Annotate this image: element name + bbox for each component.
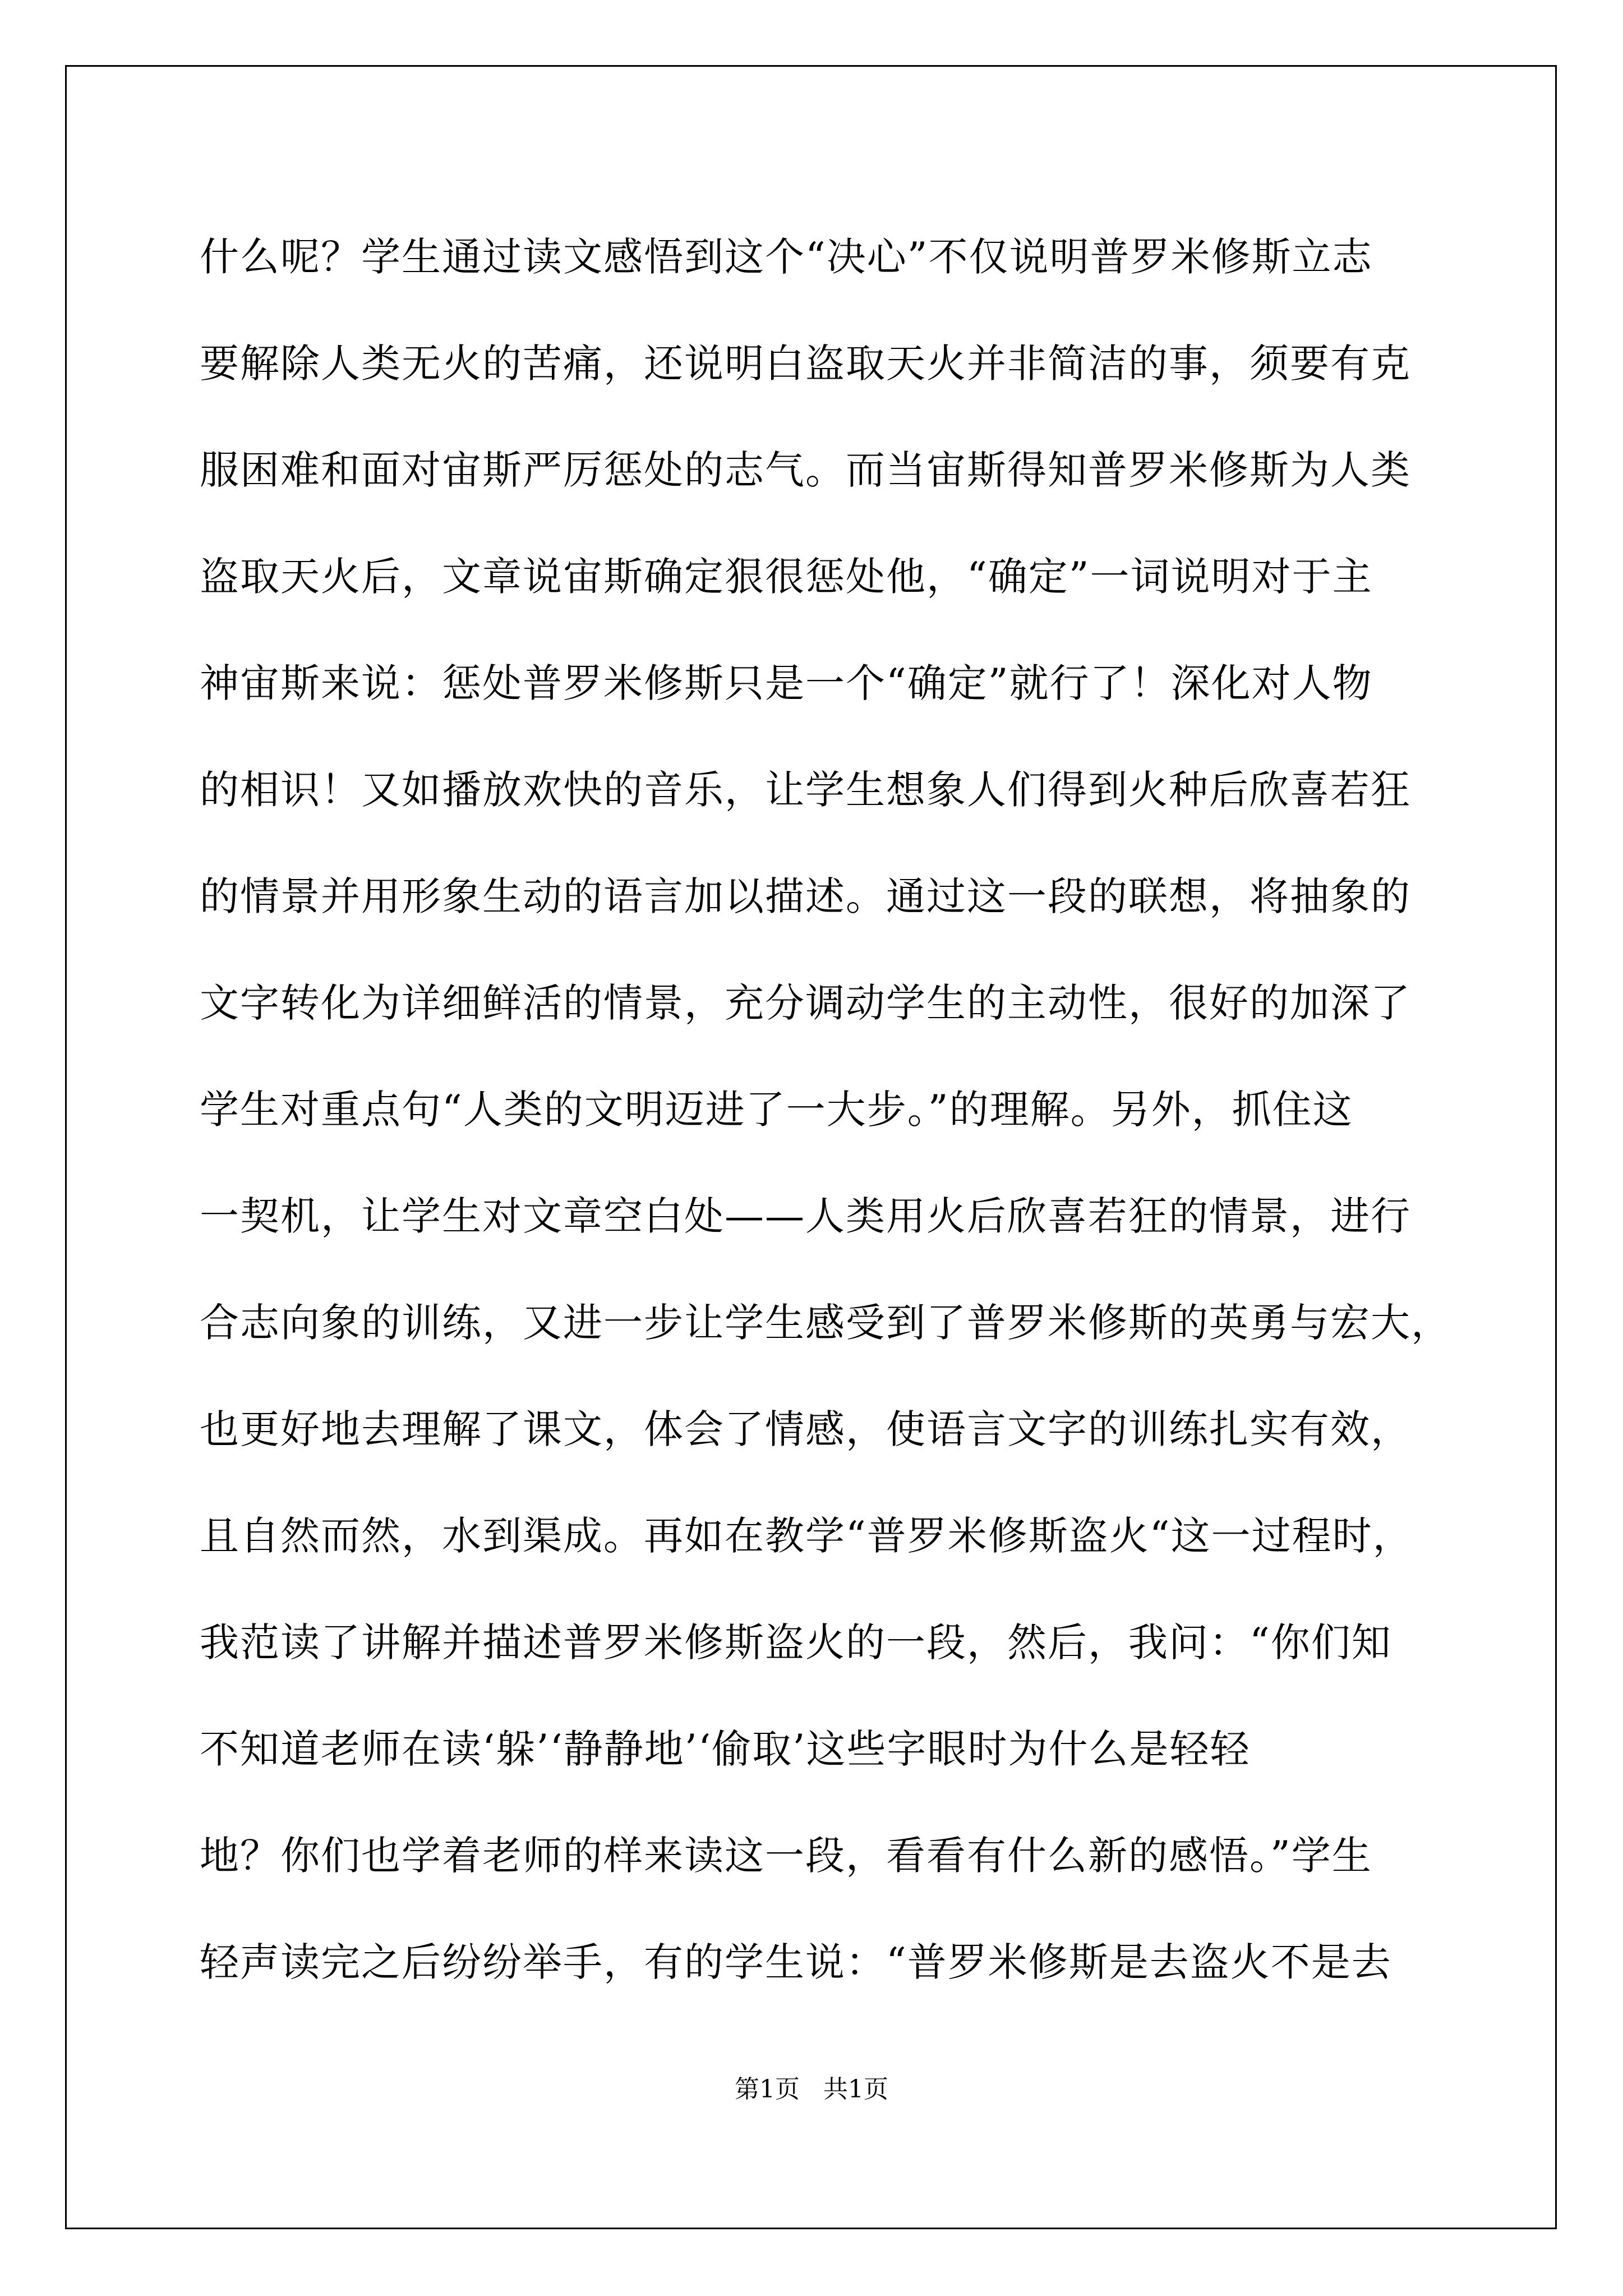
- text-line: 合志向象的训练，又进一步让学生感受到了普罗米修斯的英勇与宏大，: [200, 1300, 1451, 1346]
- text-line: 一契机，让学生对文章空白处——人类用火后欣喜若狂的情景，进行: [200, 1193, 1411, 1239]
- text-line: 也更好地去理解了课文，体会了情感，使语言文字的训练扎实有效，: [200, 1406, 1411, 1452]
- text-line: 的情景并用形象生动的语言加以描述。通过这一段的联想，将抽象的: [200, 873, 1411, 919]
- page-number: 第1页 共1页: [735, 2075, 888, 2104]
- text-line: 不知道老师在读‘躲’‘静静地’‘偷取’这些字眼时为什么是轻轻: [200, 1726, 1251, 1772]
- text-line: 文字转化为详细鲜活的情景，充分调动学生的主动性，很好的加深了: [200, 980, 1411, 1026]
- text-line: 地？你们也学着老师的样来读这一段，看看有什么新的感悟。”学生: [200, 1833, 1372, 1879]
- text-line: 且自然而然，水到渠成。再如在教学“普罗米修斯盗火“这一过程时，: [200, 1513, 1413, 1559]
- text-line: 要解除人类无火的苦痛，还说明白盗取天火并非简洁的事，须要有克: [200, 341, 1411, 386]
- text-line: 神宙斯来说：惩处普罗米修斯只是一个“确定”就行了！深化对人物: [200, 660, 1373, 706]
- text-line: 盗取天火后，文章说宙斯确定狠很惩处他，“确定”一词说明对于主: [200, 554, 1373, 600]
- body-text: [200, 220, 1451, 2032]
- text-line: 的相识！又如播放欢快的音乐，让学生想象人们得到火种后欣喜若狂: [200, 767, 1411, 813]
- text-line: 学生对重点句“人类的文明迈进了一大步。”的理解。另外，抓住这: [200, 1087, 1353, 1133]
- text-line: 什么呢？学生通过读文感悟到这个“决心”不仅说明普罗米修斯立志: [200, 234, 1373, 280]
- text-line: 服困难和面对宙斯严厉惩处的志气。而当宙斯得知普罗米修斯为人类: [200, 447, 1411, 493]
- text-line: 我范读了讲解并描述普罗米修斯盗火的一段，然后，我问：“你们知: [200, 1619, 1392, 1665]
- text-line: 轻声读完之后纷纷举手，有的学生说：“普罗米修斯是去盗火不是去: [200, 1939, 1392, 1985]
